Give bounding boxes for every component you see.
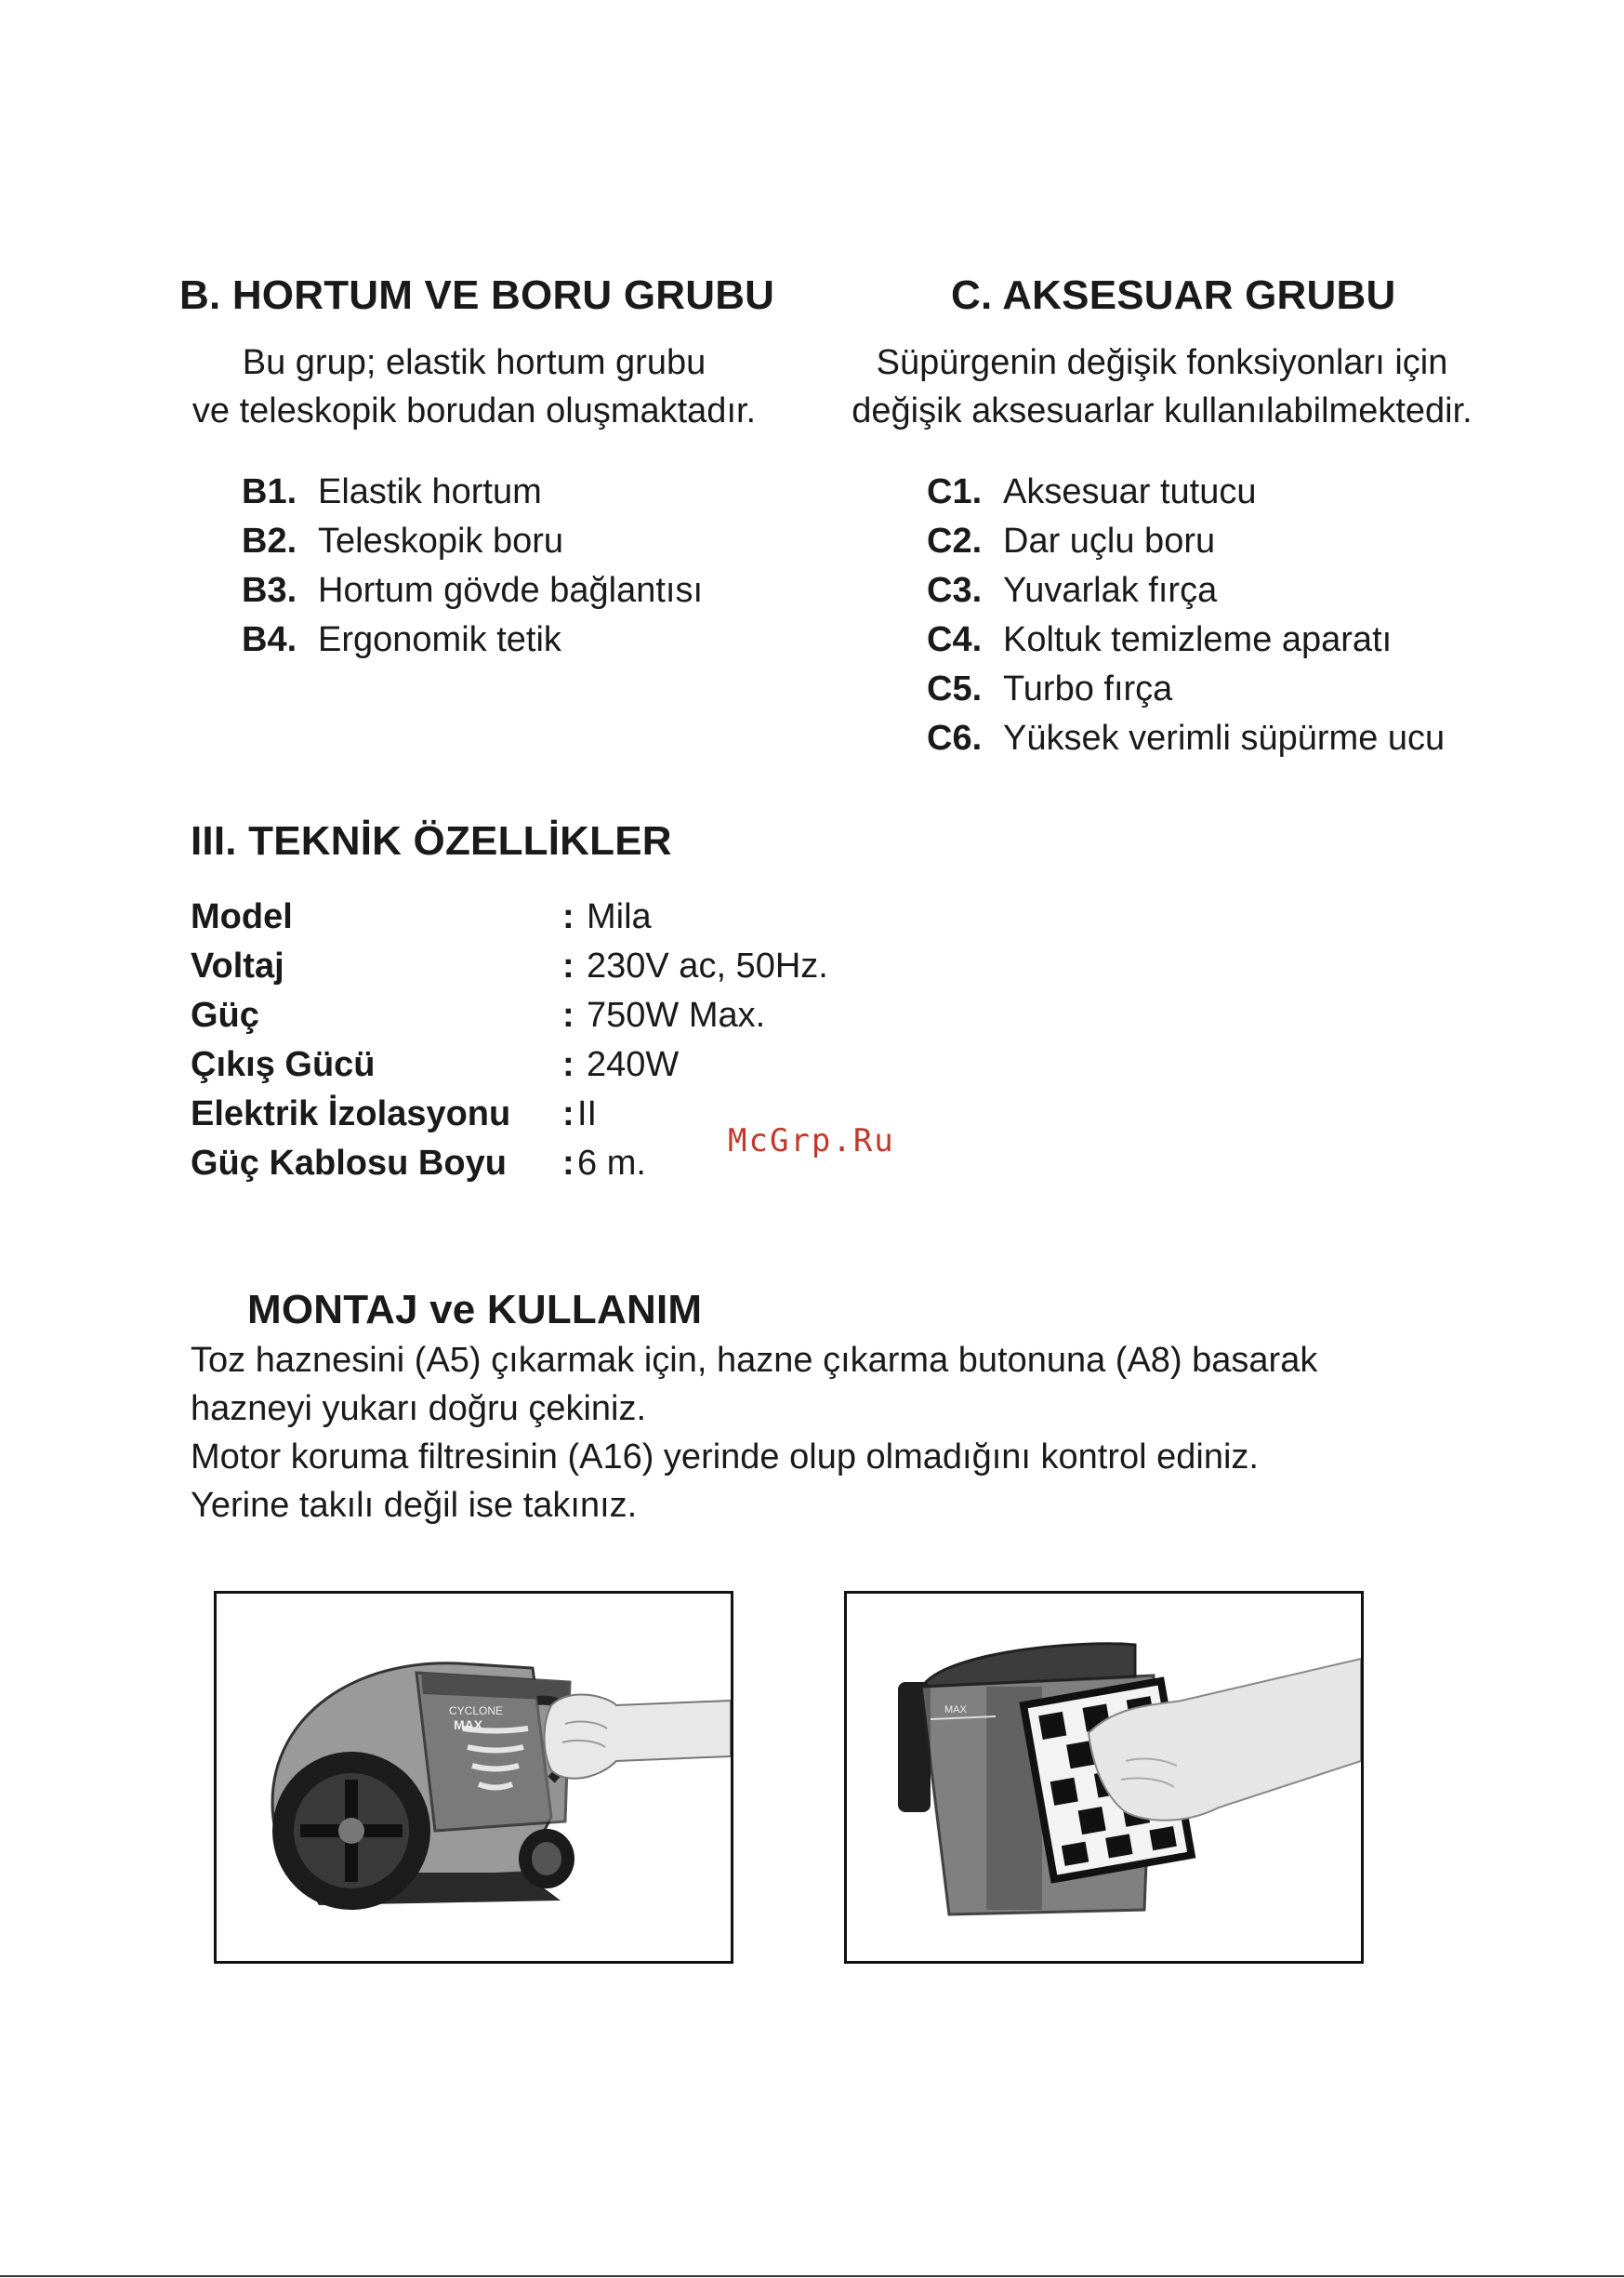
vacuum-cleaner-illustration <box>217 1594 731 1961</box>
dust-container-filter-illustration <box>847 1594 1361 1961</box>
max-line-label: MAX <box>944 1704 967 1715</box>
spec-key: Güç <box>191 996 259 1035</box>
list-item-label: Ergonomik tetik <box>318 620 561 659</box>
list-item <box>927 468 1578 517</box>
list-item <box>927 616 1578 665</box>
spec-row <box>191 893 897 942</box>
section-b-title: B. HORTUM VE BORU GRUBU <box>179 272 775 318</box>
list-item <box>242 566 818 616</box>
cyclone-label: CYCLONE <box>449 1704 504 1717</box>
spec-key: Elektrik İzolasyonu <box>191 1094 511 1133</box>
spec-value: 230V ac, 50Hz. <box>587 947 828 986</box>
list-item-label: Koltuk temizleme aparatı <box>1003 620 1393 659</box>
list-item-code: C2. <box>927 522 983 561</box>
photo-vacuum-container-removal <box>214 1591 733 1964</box>
spec-key: Güç Kablosu Boyu <box>191 1144 507 1183</box>
spec-separator: : <box>562 897 574 936</box>
list-item-code: C4. <box>927 620 983 659</box>
list-item-code: B2. <box>242 522 297 561</box>
watermark: McGrp.Ru <box>728 1122 895 1159</box>
spec-row <box>191 991 897 1040</box>
list-item-code: C6. <box>927 719 983 758</box>
section-c-intro <box>809 338 1515 435</box>
list-item-code: C1. <box>927 472 983 511</box>
list-item-code: B1. <box>242 472 297 511</box>
spec-value: 6 m. <box>577 1144 646 1183</box>
specs-title: III. TEKNİK ÖZELLİKLER <box>191 818 672 864</box>
spec-row <box>191 1040 897 1090</box>
list-item-code: C5. <box>927 669 983 709</box>
list-item-label: Elastik hortum <box>318 472 542 511</box>
section-b-intro-line1: Bu grup; elastik hortum grubu <box>242 343 706 382</box>
spec-key: Çıkış Gücü <box>191 1045 376 1084</box>
spec-key: Voltaj <box>191 947 284 986</box>
assembly-line: Motor koruma filtresinin (A16) yerinde olup olmadığını kontrol ediniz. <box>191 1437 1259 1477</box>
list-item <box>242 616 818 665</box>
spec-separator: : <box>562 1144 574 1183</box>
assembly-text <box>191 1336 1585 1530</box>
assembly-line: Yerine takılı değil ise takınız. <box>191 1486 638 1525</box>
section-c-title: C. AKSESUAR GRUBU <box>951 272 1396 318</box>
max-label: MAX <box>454 1717 483 1732</box>
section-c-list <box>927 468 1578 763</box>
list-item <box>927 665 1578 714</box>
section-b-intro <box>130 338 818 435</box>
list-item <box>242 517 818 566</box>
spec-key: Model <box>191 897 293 936</box>
list-item-label: Teleskopik boru <box>318 522 564 561</box>
list-item <box>927 714 1578 763</box>
photo-filter-check <box>844 1591 1364 1964</box>
section-b-intro-line2: ve teleskopik borudan oluşmaktadır. <box>191 391 757 430</box>
list-item-code: B3. <box>242 571 297 610</box>
section-c-intro-line1: Süpürgenin değişik fonksiyonları için <box>876 343 1448 382</box>
spec-value: II <box>577 1094 598 1133</box>
bottom-rule <box>0 2275 1624 2277</box>
spec-value: 240W <box>587 1045 680 1084</box>
list-item-label: Yuvarlak fırça <box>1003 571 1218 610</box>
list-item-label: Hortum gövde bağlantısı <box>318 571 704 610</box>
list-item <box>927 566 1578 616</box>
list-item-label: Turbo fırça <box>1003 669 1173 709</box>
section-c-intro-line2: değişik aksesuarlar kullanılabilmektedir. <box>852 391 1472 430</box>
spec-separator: : <box>562 947 574 986</box>
assembly-title: MONTAJ ve KULLANIM <box>247 1287 703 1332</box>
assembly-line: hazneyi yukarı doğru çekiniz. <box>191 1389 647 1428</box>
list-item-label: Yüksek verimli süpürme ucu <box>1003 719 1446 758</box>
list-item-label: Dar uçlu boru <box>1003 522 1216 561</box>
spec-separator: : <box>562 996 574 1035</box>
spec-value: 750W Max. <box>587 996 766 1035</box>
spec-row <box>191 942 897 991</box>
section-b-list <box>242 468 818 665</box>
list-item <box>927 517 1578 566</box>
list-item <box>242 468 818 517</box>
spec-separator: : <box>562 1045 574 1084</box>
assembly-line: Toz haznesini (A5) çıkarmak için, hazne çıkarma butonuna (A8) basarak <box>191 1341 1318 1380</box>
list-item-label: Aksesuar tutucu <box>1003 472 1257 511</box>
list-item-code: C3. <box>927 571 983 610</box>
spec-value: Mila <box>587 897 652 936</box>
list-item-code: B4. <box>242 620 297 659</box>
spec-separator: : <box>562 1094 574 1133</box>
